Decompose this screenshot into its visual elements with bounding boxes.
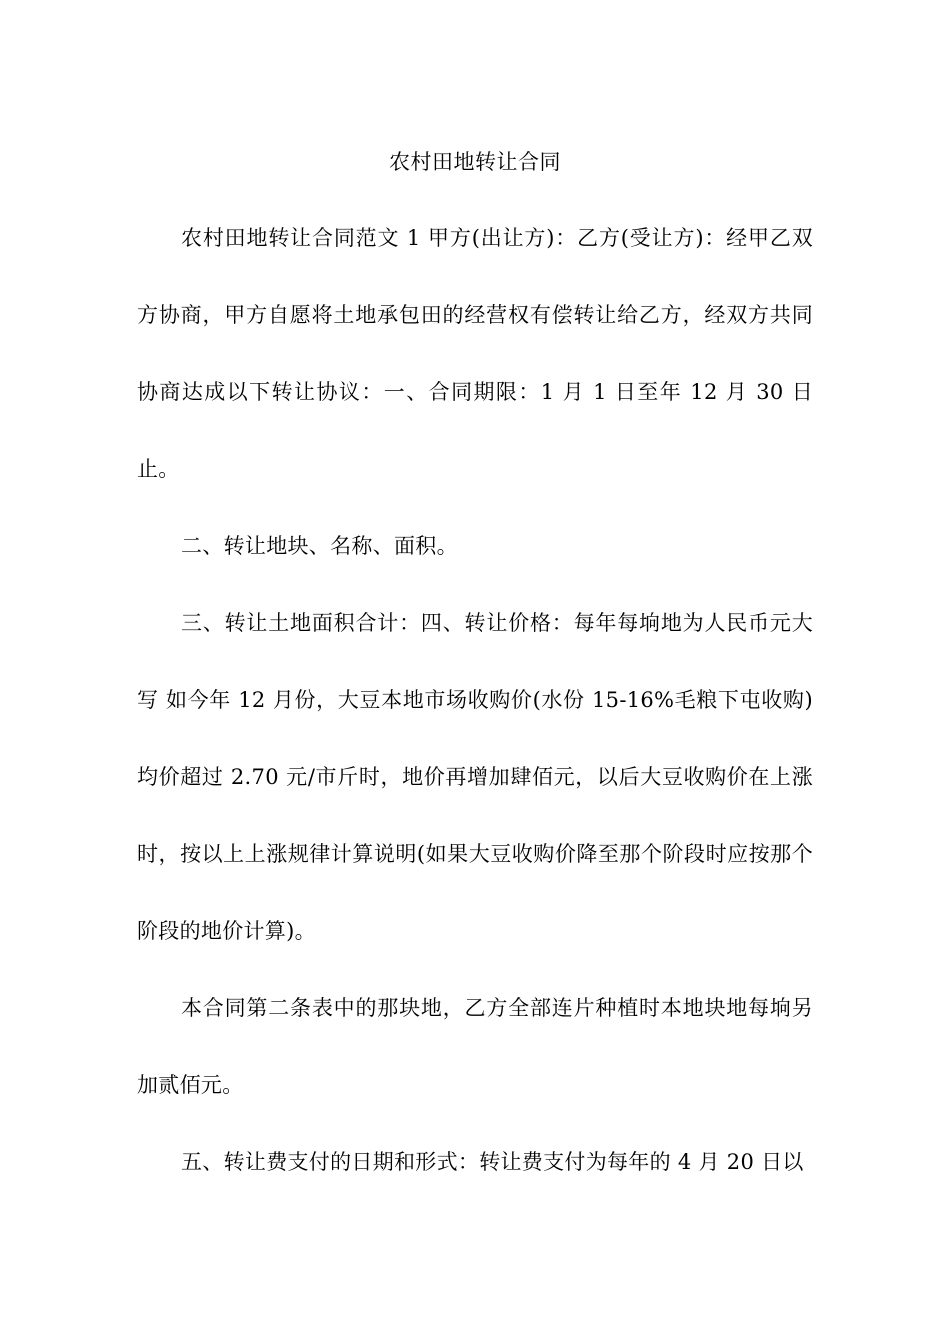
paragraph-4: 本合同第二条表中的那块地，乙方全部连片种植时本地块地每垧另加贰佰元。: [137, 996, 813, 1097]
paragraph-5: 五、转让费支付的日期和形式：转让费支付为每年的 4 月 20 日以: [181, 1150, 804, 1174]
document-body: [137, 140, 813, 1201]
paragraph-2: 二、转让地块、名称、面积。: [181, 534, 458, 558]
paragraph-1: 农村田地转让合同范文 1 甲方(出让方)：乙方(受让方)：经甲乙双方协商，甲方自愿将土地承包田的经营权有偿转让给乙方，经双方共同协商达成以下转让协议：一、合同期限：1 月 1 日至年 12 月 30 日止。: [137, 226, 813, 481]
paragraph-3: 三、转让土地面积合计：四、转让价格：每年每垧地为人民币元大写 如今年 12 月份，大豆本地市场收购价(水份 15-16%毛粮下屯收购)均价超过 2.70 元/市斤时，地价再增加肆佰元，以后大豆收购价在上涨时，按以上上涨规律计算说明(如果大豆收购价降至那个阶段时应按那个阶段的地价计算)。: [137, 611, 813, 943]
document-title: 农村田地转让合同: [389, 150, 561, 174]
